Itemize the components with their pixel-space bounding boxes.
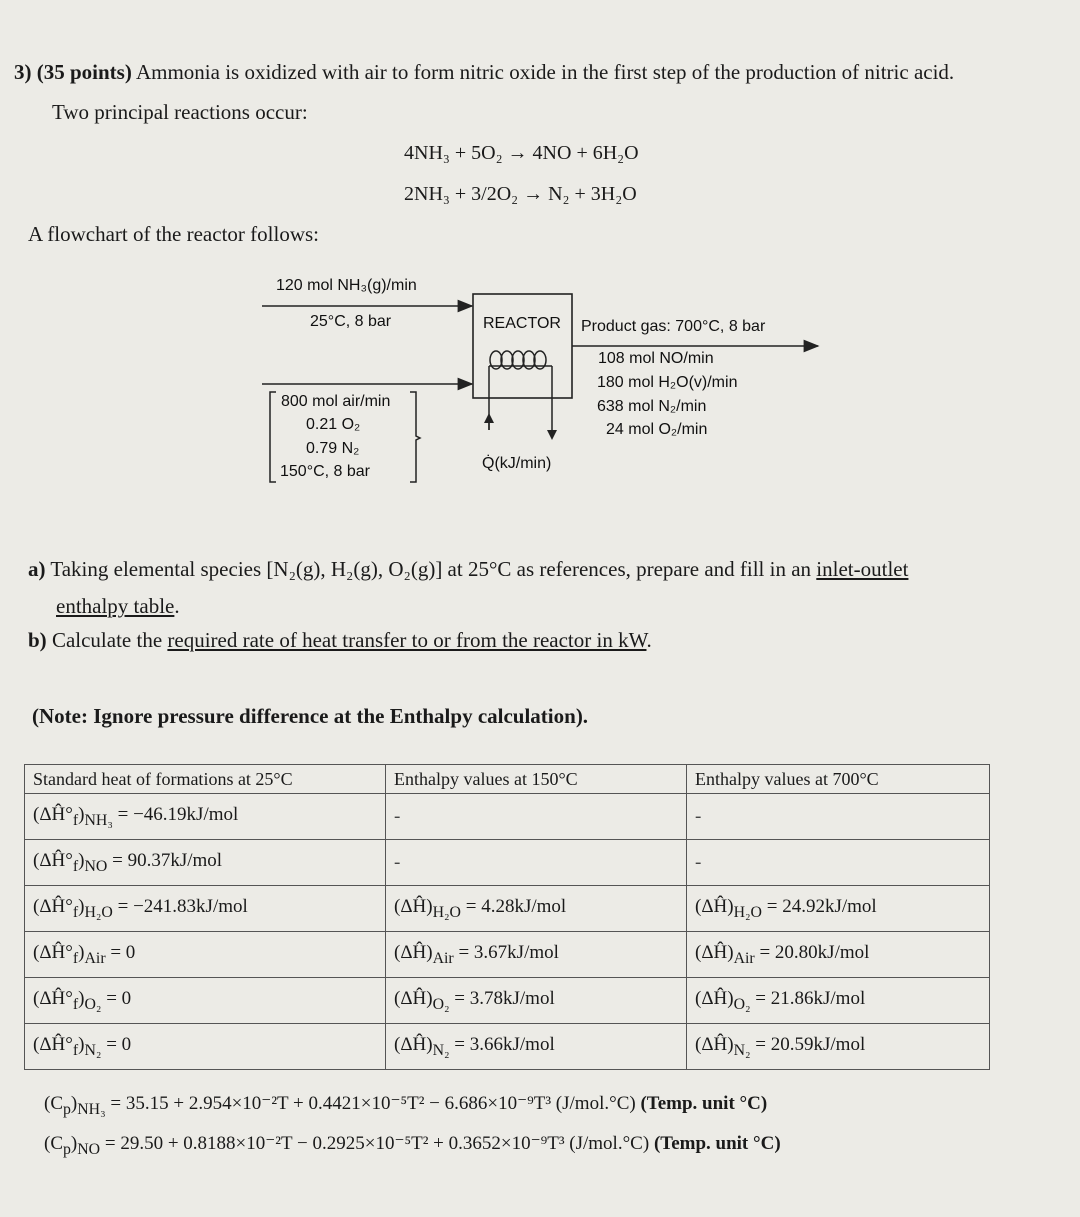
air-rate: 800 mol air/min [281, 393, 391, 410]
table-cell: - [386, 794, 687, 840]
product-o2: 24 mol O₂/min [606, 421, 708, 438]
table-row [25, 840, 990, 886]
air-n2-fraction: 0.79 N₂ [306, 440, 360, 457]
table-cell: $(\Delta Ĥ)_{H_2O} = 24.92kJ/mol$ [687, 886, 990, 932]
part-b-text: Calculate the [51, 628, 163, 652]
part-a-text: Taking elemental species [N₂(g), H₂(g), O₂(g)] at 25°C as references, prepare and fill in an [50, 557, 812, 581]
coil-down-arrowhead [547, 430, 557, 440]
table-row [25, 978, 990, 1024]
product-no: 108 mol NO/min [598, 350, 714, 367]
table-row [25, 932, 990, 978]
table-cell: $(\Delta Ĥ^\circ_f)_{NH_3} = -46.19kJ/mol$ [25, 794, 386, 840]
header-heat-formation: Standard heat of formations at 25°C [25, 765, 386, 794]
table-cell: $(\Delta Ĥ^\circ_f)_{Air} = 0$ [25, 932, 386, 978]
table-cell: $(\Delta Ĥ^\circ_f)_{H_2O} = -241.83kJ/mol$ [25, 886, 386, 932]
reaction-1: 4NH₃ + 5O₂ → 4NO + 6H₂O [404, 142, 639, 164]
table-header-row [25, 765, 990, 794]
table-cell: - [386, 840, 687, 886]
table-cell: - [687, 840, 990, 886]
table-cell: $(\Delta Ĥ)_{O_2} = 3.78kJ/mol$ [386, 978, 687, 1024]
cp-no-formula: $(C_p)_{NO} = 29.50 + 0.8188\times 10^{-2}T - 0.2925\times 10^{-5}T^2 + 0.3652\times 10^{-9}T^3$ (J/mol.°C) (Temp. unit °C) [44, 1133, 781, 1158]
table-cell: $(\Delta Ĥ)_{H_2O} = 4.28kJ/mol$ [386, 886, 687, 932]
note: (Note: Ignore pressure difference at the Enthalpy calculation). [32, 704, 589, 728]
cp-nh3-formula: $(C_p)_{NH_3} = 35.15 + 2.954\times 10^{-2}T + 0.4421\times 10^{-5}T^2 - 6.686\times 10^{-9}T^3$ (J/mol.°C) (Temp. unit °C) [44, 1093, 768, 1118]
problem-number: 3) [14, 60, 32, 84]
header-enthalpy-150: Enthalpy values at 150°C [386, 765, 687, 794]
table-row [25, 1024, 990, 1070]
table-row [25, 794, 990, 840]
part-b-label: b) [28, 628, 47, 652]
part-a-end: . [174, 594, 180, 618]
part-b [28, 628, 652, 653]
table-cell: - [687, 794, 990, 840]
table-cell: $(\Delta Ĥ)_{N_2} = 20.59kJ/mol$ [687, 1024, 990, 1070]
reactor-label: REACTOR [483, 315, 561, 332]
part-a [28, 551, 908, 625]
problem-points: (35 points) [36, 60, 132, 84]
air-o2-fraction: 0.21 O₂ [306, 416, 361, 433]
problem-statement-2: Two principal reactions occur: [52, 100, 308, 124]
reactor-box [473, 294, 572, 398]
problem-statement: Ammonia is oxidized with air to form nitric oxide in the first step of the production of nitric acid. [135, 60, 955, 84]
part-a-underline-1: inlet-outlet [816, 557, 909, 581]
part-a-underline-2: enthalpy table [56, 594, 175, 618]
part-b-underline: required rate of heat transfer to or from the reactor in kW [167, 628, 647, 652]
part-b-end: . [646, 628, 652, 652]
enthalpy-data-table [24, 764, 990, 1070]
table-cell: $(\Delta Ĥ)_{O_2} = 21.86kJ/mol$ [687, 978, 990, 1024]
nh3-feed-rate: 120 mol NH₃(g)/min [276, 277, 417, 294]
table-cell: $(\Delta Ĥ)_{N_2} = 3.66kJ/mol$ [386, 1024, 687, 1070]
part-a-label: a) [28, 557, 46, 581]
table-cell: $(\Delta Ĥ^\circ_f)_{N_2} = 0$ [25, 1024, 386, 1070]
table-cell: $(\Delta Ĥ)_{Air} = 3.67kJ/mol$ [386, 932, 687, 978]
air-conditions: 150°C, 8 bar [280, 463, 371, 480]
table-cell: $(\Delta Ĥ^\circ_f)_{NO} = 90.37kJ/mol$ [25, 840, 386, 886]
table-cell: $(\Delta Ĥ)_{Air} = 20.80kJ/mol$ [687, 932, 990, 978]
product-n2: 638 mol N₂/min [597, 398, 707, 415]
table-row [25, 886, 990, 932]
nh3-feed-conditions: 25°C, 8 bar [310, 313, 392, 330]
reaction-2: 2NH₃ + 3/2O₂ → N₂ + 3H₂O [404, 183, 637, 205]
coil-up-arrowhead [484, 413, 494, 423]
heating-coil-icon [489, 351, 552, 430]
table-cell: $(\Delta Ĥ^\circ_f)_{O_2} = 0$ [25, 978, 386, 1024]
flowchart-intro: A flowchart of the reactor follows: [28, 222, 319, 246]
product-h2o: 180 mol H₂O(v)/min [597, 374, 738, 391]
header-enthalpy-700: Enthalpy values at 700°C [687, 765, 990, 794]
air-bracket-left [270, 392, 276, 482]
product-header: Product gas: 700°C, 8 bar [581, 318, 766, 335]
air-bracket-right [410, 392, 420, 482]
heat-rate-label: Q̇(kJ/min) [482, 455, 552, 472]
